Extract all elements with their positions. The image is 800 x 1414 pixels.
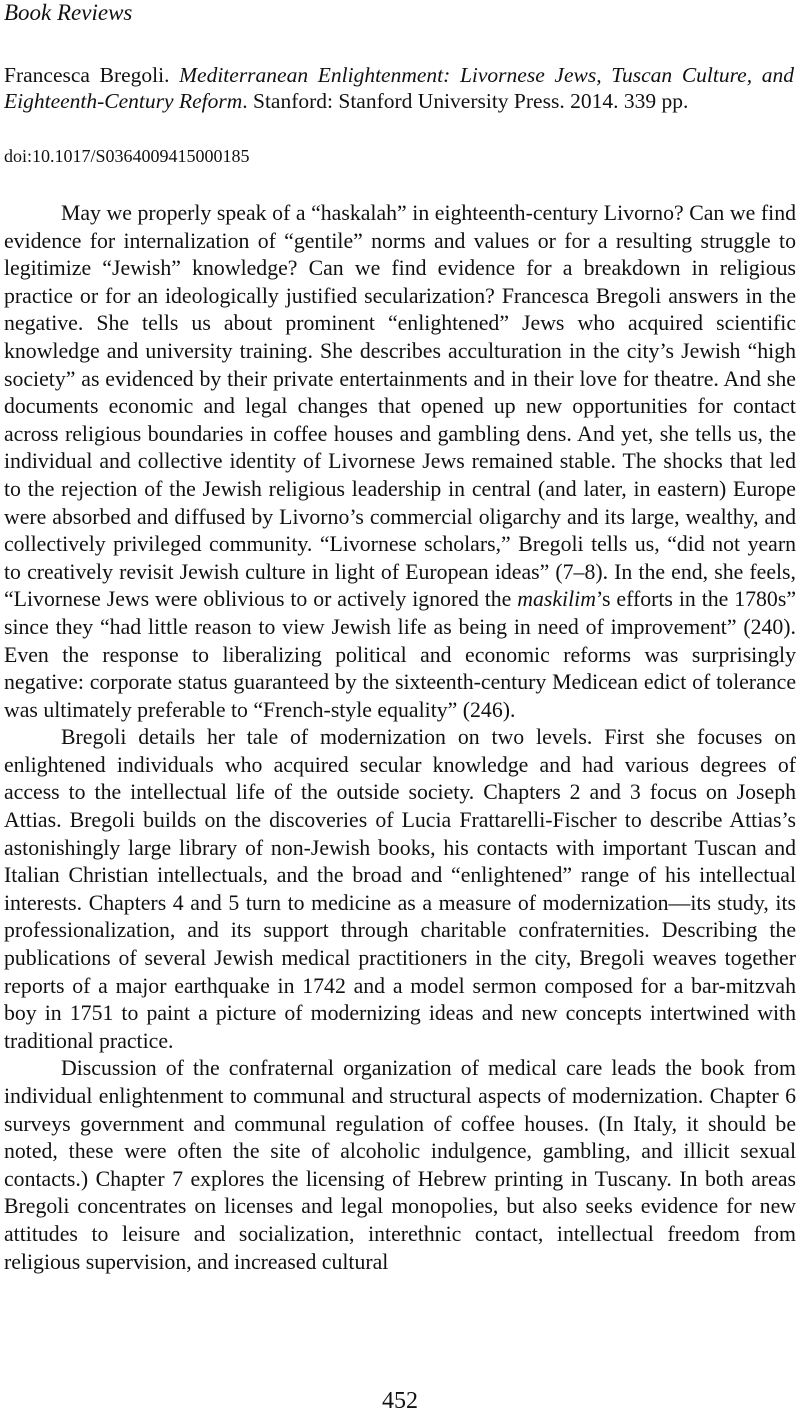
paragraph-1-emphasis: maskilim [517, 587, 596, 612]
page-number: 452 [382, 1388, 418, 1414]
citation-doi: doi:10.1017/S0364009415000185 [4, 146, 250, 166]
paragraph-2: Bregoli details her tale of modernization on two levels. First she focuses on enlightened individuals who acquired secular knowledge and had various degrees of access to the intellectual life of the outside society. Chapters 2 and 3 focus on Joseph Attias. Bregoli builds on the discoveries of Lucia Frattarelli-Fischer to describe Attias’s astonishingly large library of non-Jewish books, his contacts with important Tuscan and Italian Christian intellectuals, and the broad and “enlightened” range of his intellectual interests. Chapters 4 and 5 turn to medicine as a measure of modernization—its study, its professionalization, and its support through charitable confraternities. Describing the publications of several Jewish medical practitioners in the city, Bregoli weaves together reports of a major earthquake in 1742 and a model sermon composed for a bar-mitzvah boy in 1751 to paint a picture of modernizing ideas and new concepts intertwined with traditional practice. [4, 725, 796, 1053]
book-citation [4, 62, 794, 114]
citation-publisher: Stanford: Stanford University Press. 2014. 339 pp. [252, 89, 689, 113]
citation-title: Mediterranean Enlightenment: Livornese Jews, Tuscan Culture, and Eighteenth-Century Reform [4, 63, 794, 113]
review-body [4, 200, 796, 1276]
paragraph-1-part-a: May we properly speak of a “haskalah” in eighteenth-century Livorno? Can we find evidence for internalization of “gentile” norms and values or for a resulting struggle to legitimize “Jewish” knowledge? Can we find evidence for a breakdown in religious practice or for an ideologically justified secularization? Francesca Bregoli answers in the negative. She tells us about prominent “enlightened” Jews who acquired scientific knowledge and university training. She describes acculturation in the city’s Jewish “high society” as evidenced by their private entertainments and in their love for theatre. And she documents economic and legal changes that opened up new opportunities for contact across religious boundaries in coffee houses and gambling dens. And yet, she tells us, the individual and collective identity of Livornese Jews remained stable. The shocks that led to the rejection of the Jewish religious leadership in central (and later, in eastern) Europe were absorbed and diffused by Livorno’s commercial oligarchy and its large, wealthy, and collectively privileged community. “Livornese scholars,” Bregoli tells us, “did not yearn to creatively revisit Jewish culture in light of European ideas” (7–8). In the end, she feels, “Livornese Jews were oblivious to or actively ignored the [4, 201, 796, 612]
section-header: Book Reviews [4, 0, 133, 25]
paragraph-1-part-b: ’s efforts in the 1780s” since they “had little reason to view Jewish life as being in need of improvement” (240). Even the response to liberalizing political and economic reforms was surprisingly negative: corporate status guaranteed by the sixteenth-century Medicean edict of tolerance was ultimately preferable to “French-style equality” (246). [4, 587, 796, 722]
paragraph-1 [4, 200, 796, 724]
paragraph-3: Discussion of the confraternal organization of medical care leads the book from individual enlightenment to communal and structural aspects of modernization. Chapter 6 surveys government and communal regulation of coffee houses. (In Italy, it should be noted, these were often the site of alcoholic indulgence, gambling, and illicit sexual contacts.) Chapter 7 explores the licensing of Hebrew printing in Tuscany. In both areas Bregoli concentrates on licenses and legal monopolies, but also seeks evidence for new attitudes to leisure and socialization, interethnic contact, intellectual freedom from religious supervision, and increased cultural [4, 1056, 796, 1274]
citation-author: Francesca Bregoli. [4, 63, 170, 87]
citation-title-end: . [242, 89, 248, 113]
